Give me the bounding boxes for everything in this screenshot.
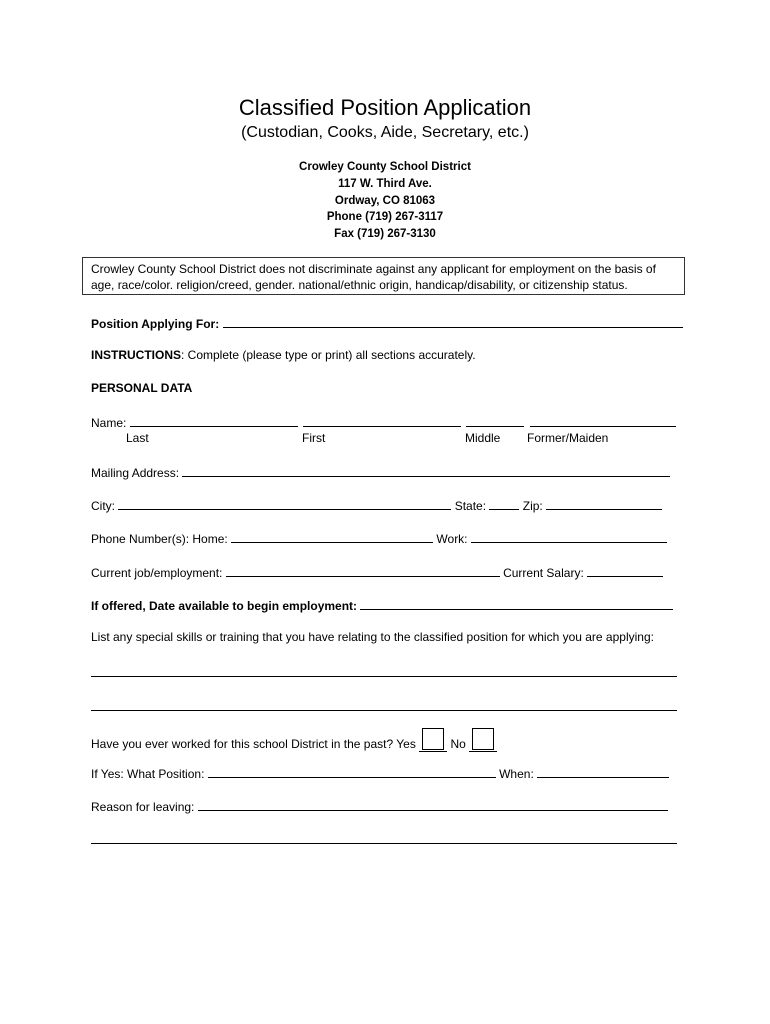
reason-line-2[interactable]: [91, 843, 677, 844]
if-yes-label: If Yes: What Position:: [91, 767, 205, 781]
middle-sublabel: Middle: [465, 431, 501, 445]
last-sublabel: Last: [126, 431, 149, 445]
reason-label: Reason for leaving:: [91, 800, 195, 814]
instructions-row: [91, 348, 476, 362]
yes-checkbox[interactable]: [422, 728, 444, 750]
position-label: Position Applying For:: [91, 317, 220, 331]
no-checkbox-wrap: [469, 728, 497, 752]
previous-position-field[interactable]: [208, 765, 496, 778]
date-available-row: [91, 597, 673, 613]
current-salary-label: Current Salary:: [503, 566, 584, 580]
mailing-label: Mailing Address:: [91, 466, 180, 480]
phone-row: [91, 530, 667, 546]
phone-home-label: Phone Number(s): Home:: [91, 532, 228, 546]
current-job-row: [91, 564, 663, 580]
position-row: [91, 315, 683, 331]
no-checkbox[interactable]: [472, 728, 494, 750]
special-skills-line-2[interactable]: [91, 710, 677, 711]
city-field[interactable]: [118, 497, 451, 510]
work-phone-field[interactable]: [471, 530, 667, 543]
district-phone: Phone (719) 267-3117: [326, 211, 444, 223]
state-label: State:: [454, 499, 487, 513]
reason-field[interactable]: [198, 798, 668, 811]
district-name: Crowley County School District: [299, 161, 471, 173]
form-subtitle: (Custodian, Cooks, Aide, Secretary, etc.): [241, 124, 529, 141]
first-name-field[interactable]: [303, 414, 461, 427]
mailing-row: [91, 464, 670, 480]
first-sublabel: First: [302, 431, 326, 445]
personal-data-heading: PERSONAL DATA: [91, 381, 193, 395]
mailing-address-field[interactable]: [182, 464, 670, 477]
instructions-text: : Complete (please type or print) all sections accurately.: [181, 348, 476, 362]
district-fax: Fax (719) 267-3130: [334, 228, 436, 240]
middle-name-field[interactable]: [466, 414, 524, 427]
name-row: [91, 414, 676, 430]
reason-row: [91, 798, 668, 814]
worked-before-row: [91, 728, 497, 752]
instructions-label: INSTRUCTIONS: [91, 348, 181, 362]
address-line2: Ordway, CO 81063: [334, 195, 436, 207]
date-available-label: If offered, Date available to begin employment:: [91, 599, 358, 613]
special-skills-line-1[interactable]: [91, 676, 677, 677]
state-field[interactable]: [489, 497, 519, 510]
when-label: When:: [499, 767, 534, 781]
form-title: Classified Position Application: [238, 95, 532, 120]
zip-label: Zip:: [522, 499, 543, 513]
name-label: Name:: [91, 416, 127, 430]
special-skills-label: List any special skills or training that you have relating to the classified position for which you are applying:: [91, 630, 654, 644]
zip-field[interactable]: [546, 497, 662, 510]
non-discrimination-notice: Crowley County School District does not discriminate against any applicant for employment on the basis of age, race/color. religion/creed, gender. national/ethnic origin, handicap/disability, or citizenship status.: [82, 257, 685, 295]
current-salary-field[interactable]: [587, 564, 663, 577]
address-line1: 117 W. Third Ave.: [338, 178, 432, 190]
yes-checkbox-wrap: [419, 728, 447, 752]
city-row: [91, 497, 662, 513]
former-name-field[interactable]: [530, 414, 676, 427]
position-field[interactable]: [223, 315, 683, 328]
date-available-field[interactable]: [360, 597, 673, 610]
current-job-label: Current job/employment:: [91, 566, 223, 580]
home-phone-field[interactable]: [231, 530, 433, 543]
city-label: City:: [91, 499, 115, 513]
phone-work-label: Work:: [436, 532, 468, 546]
last-name-field[interactable]: [130, 414, 298, 427]
worked-before-label: Have you ever worked for this school District in the past? Yes: [91, 737, 416, 751]
when-field[interactable]: [537, 765, 669, 778]
if-yes-row: [91, 765, 669, 781]
no-label: No: [450, 737, 466, 751]
current-job-field[interactable]: [226, 564, 500, 577]
former-sublabel: Former/Maiden: [527, 431, 609, 445]
